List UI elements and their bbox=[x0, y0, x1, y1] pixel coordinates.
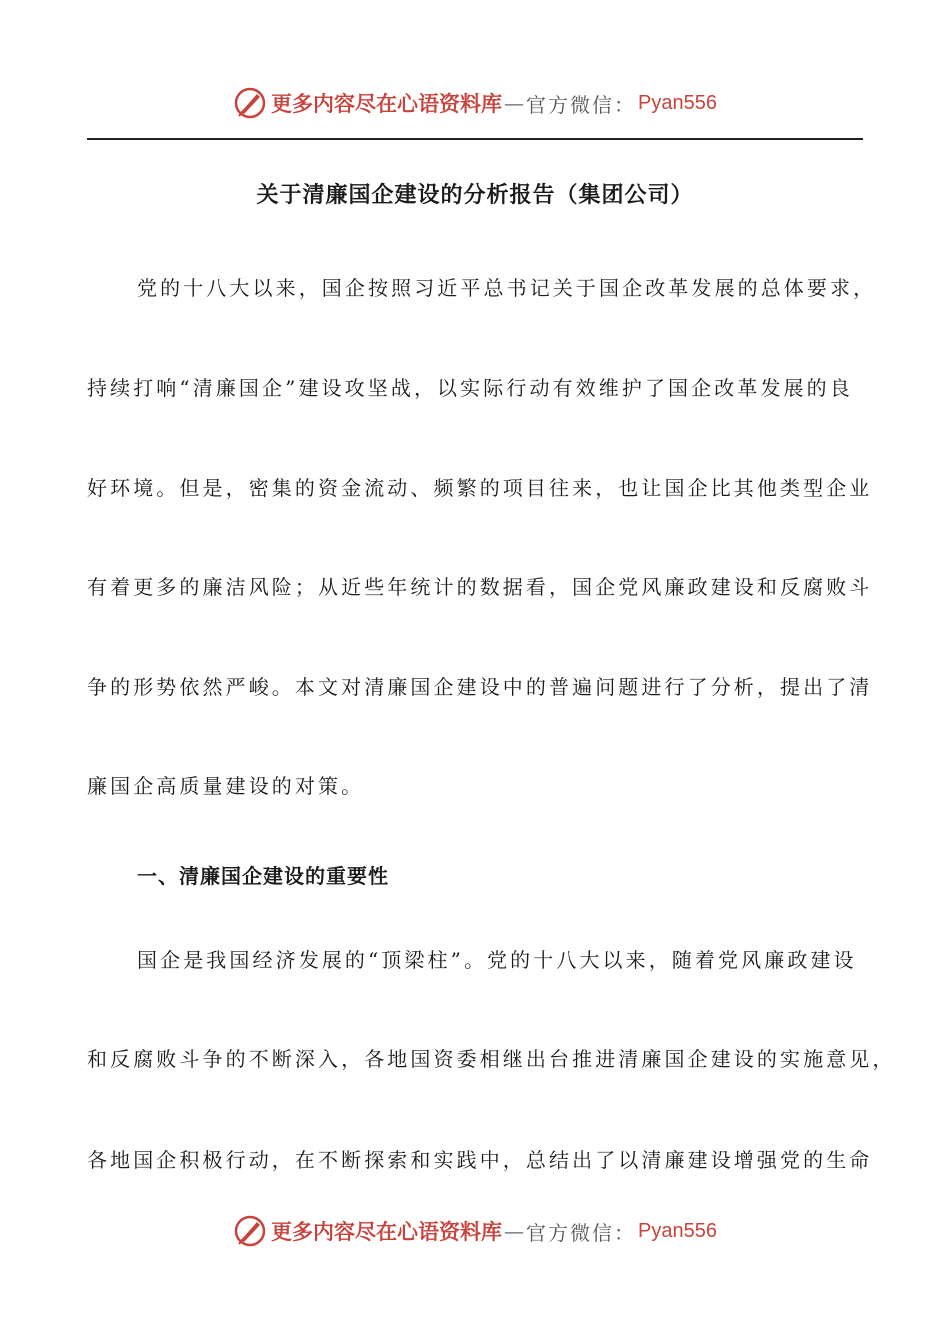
paragraph-line: 有着更多的廉洁风险；从近些年统计的数据看，国企党风廉政建设和反腐败斗 bbox=[87, 575, 873, 599]
pen-logo-icon bbox=[233, 86, 267, 120]
watermark-wechat-id: Pyan556 bbox=[638, 91, 717, 114]
watermark-wechat-label: 官方微信： bbox=[526, 1220, 637, 1245]
watermark-separator: — bbox=[504, 91, 525, 115]
paragraph-line: 持续打响“清廉国企”建设攻坚战，以实际行动有效维护了国企改革发展的良 bbox=[87, 376, 853, 400]
watermark-brand-text: 更多内容尽在心语资料库 bbox=[271, 91, 503, 116]
paragraph-line: 国企是我国经济发展的“顶梁柱”。党的十八大以来，随着党风廉政建设 bbox=[137, 948, 857, 972]
watermark-wechat-label: 官方微信： bbox=[526, 92, 637, 117]
watermark-separator: — bbox=[504, 1219, 525, 1243]
watermark-wechat-id: Pyan556 bbox=[638, 1219, 717, 1242]
paragraph-line: 各地国企积极行动，在不断探索和实践中，总结出了以清廉建设增强党的生命 bbox=[87, 1148, 873, 1172]
paragraph-line: 争的形势依然严峻。本文对清廉国企建设中的普遍问题进行了分析，提出了清 bbox=[87, 675, 873, 699]
section-heading: 一、清廉国企建设的重要性 bbox=[137, 864, 389, 888]
paragraph-line: 党的十八大以来，国企按照习近平总书记关于国企改革发展的总体要求， bbox=[137, 276, 877, 300]
footer-watermark bbox=[0, 1211, 950, 1251]
paragraph-line: 好环境。但是，密集的资金流动、频繁的项目往来，也让国企比其他类型企业 bbox=[87, 476, 873, 500]
paragraph-line: 和反腐败斗争的不断深入，各地国资委相继出台推进清廉国企建设的实施意见， bbox=[87, 1047, 896, 1071]
paragraph-line: 廉国企高质量建设的对策。 bbox=[87, 774, 365, 798]
document-title: 关于清廉国企建设的分析报告（集团公司） bbox=[256, 183, 694, 208]
header-divider bbox=[87, 138, 863, 140]
watermark-brand-text: 更多内容尽在心语资料库 bbox=[271, 1219, 503, 1244]
pen-logo-icon bbox=[233, 1214, 267, 1248]
header-watermark bbox=[0, 83, 950, 123]
